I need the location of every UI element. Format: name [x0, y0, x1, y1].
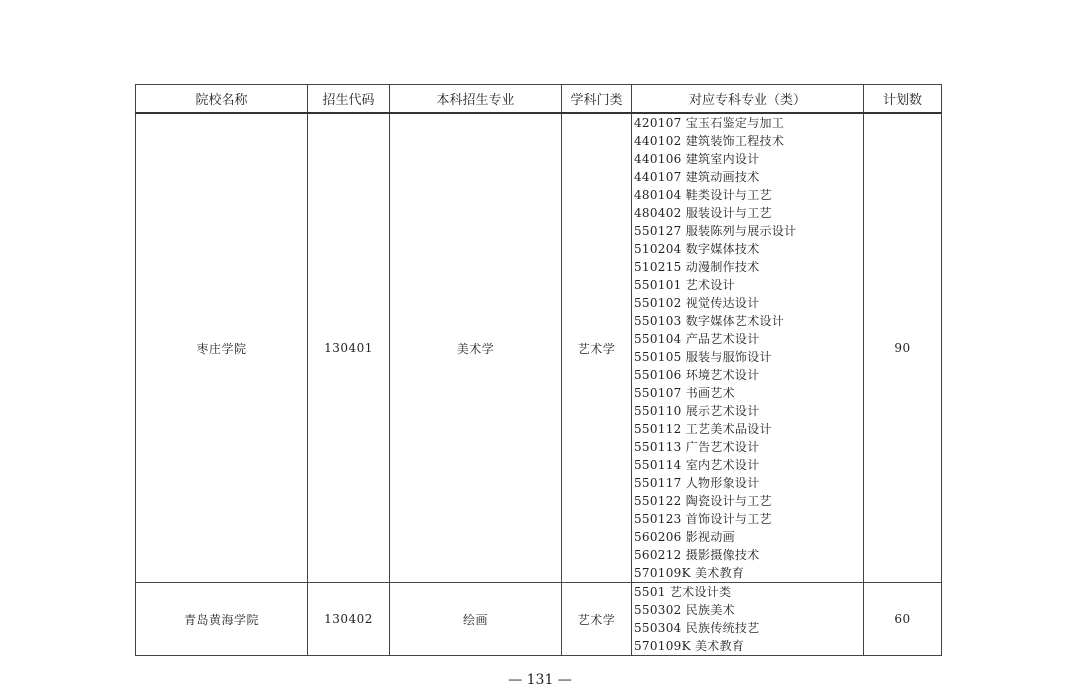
vocational-major: 440102 建筑装饰工程技术	[634, 134, 785, 148]
vocational-major: 550127 服装陈列与展示设计	[634, 224, 797, 238]
vocational-major: 550102 视觉传达设计	[634, 296, 760, 310]
undergraduate-major: 绘画	[390, 583, 562, 656]
plan-count: 60	[864, 583, 942, 656]
vocational-major: 560206 影视动画	[634, 530, 735, 544]
header-plan: 计划数	[864, 85, 942, 114]
vocational-majors-list	[632, 583, 864, 656]
undergraduate-major: 美术学	[390, 113, 562, 583]
vocational-major: 550106 环境艺术设计	[634, 368, 760, 382]
vocational-major: 570109K 美术教育	[634, 639, 745, 653]
header-major: 本科招生专业	[390, 85, 562, 114]
vocational-major: 420107 宝玉石鉴定与加工	[634, 116, 785, 130]
vocational-major: 5501 艺术设计类	[634, 585, 732, 599]
vocational-major: 550302 民族美术	[634, 603, 735, 617]
vocational-major: 550304 民族传统技艺	[634, 621, 760, 635]
page-number: — 131 —	[508, 672, 572, 688]
enrollment-code: 130402	[308, 583, 390, 656]
vocational-major: 560212 摄影摄像技术	[634, 548, 760, 562]
vocational-majors-list	[632, 113, 864, 583]
discipline: 艺术学	[562, 583, 632, 656]
vocational-major: 550105 服装与服饰设计	[634, 350, 772, 364]
table-row	[136, 113, 942, 583]
enrollment-code: 130401	[308, 113, 390, 583]
vocational-major: 550103 数字媒体艺术设计	[634, 314, 785, 328]
plan-count: 90	[864, 113, 942, 583]
vocational-major: 550107 书画艺术	[634, 386, 735, 400]
vocational-major: 550113 广告艺术设计	[634, 440, 760, 454]
header-school: 院校名称	[136, 85, 308, 114]
school-name: 青岛黄海学院	[136, 583, 308, 656]
vocational-major: 550123 首饰设计与工艺	[634, 512, 772, 526]
enrollment-table	[135, 84, 942, 656]
header-vocational: 对应专科专业（类）	[632, 85, 864, 114]
vocational-major: 550117 人物形象设计	[634, 476, 760, 490]
vocational-major: 550110 展示艺术设计	[634, 404, 760, 418]
header-code: 招生代码	[308, 85, 390, 114]
vocational-major: 550112 工艺美术品设计	[634, 422, 772, 436]
vocational-major: 550114 室内艺术设计	[634, 458, 760, 472]
vocational-major: 510215 动漫制作技术	[634, 260, 760, 274]
table-header-row	[136, 85, 942, 114]
discipline: 艺术学	[562, 113, 632, 583]
vocational-major: 550101 艺术设计	[634, 278, 735, 292]
vocational-major: 510204 数字媒体技术	[634, 242, 760, 256]
vocational-major: 440107 建筑动画技术	[634, 170, 760, 184]
school-name: 枣庄学院	[136, 113, 308, 583]
table-row	[136, 583, 942, 656]
vocational-major: 550122 陶瓷设计与工艺	[634, 494, 772, 508]
header-discipline: 学科门类	[562, 85, 632, 114]
vocational-major: 480402 服装设计与工艺	[634, 206, 772, 220]
vocational-major: 440106 建筑室内设计	[634, 152, 760, 166]
vocational-major: 570109K 美术教育	[634, 566, 745, 580]
vocational-major: 550104 产品艺术设计	[634, 332, 760, 346]
enrollment-table-container	[135, 84, 941, 656]
vocational-major: 480104 鞋类设计与工艺	[634, 188, 772, 202]
